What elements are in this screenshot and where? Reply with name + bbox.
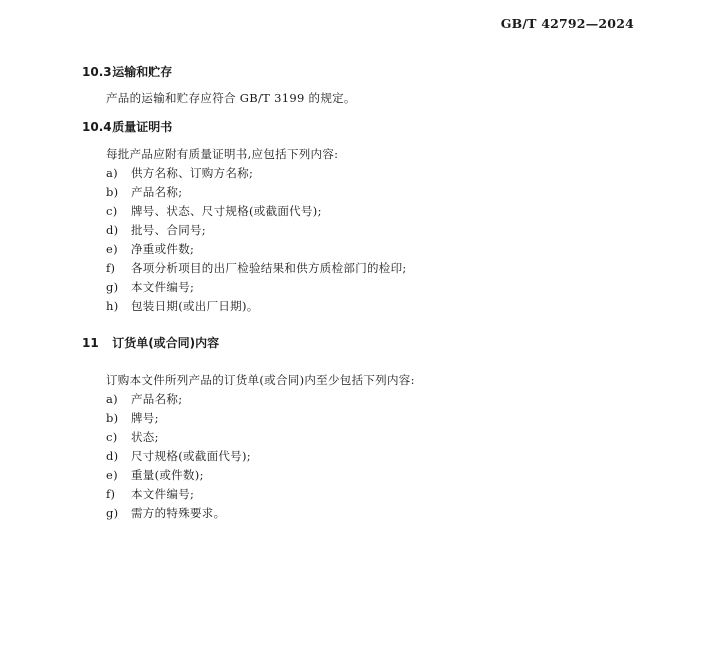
list-item-text: 本文件编号; [131,487,195,501]
list-item [106,410,159,426]
list-item [106,486,194,502]
list-item-label: f) [106,487,116,501]
list-item [106,467,204,483]
list-item-label: b) [106,411,119,425]
list-item-text: 状态; [131,430,159,444]
list-item [106,241,194,257]
list-item-text: 重量(或件数); [131,468,204,482]
list-item-label: f) [106,261,116,275]
list-item-text: 需方的特殊要求。 [131,506,226,520]
list-item-label: h) [106,299,119,313]
list-item-label: d) [106,449,119,463]
section-number: 11 [82,336,99,350]
list-item [106,505,225,521]
list-item [106,279,194,295]
list-item-text: 净重或件数; [131,242,195,256]
standard-code: GB/T 42792—2024 [500,16,634,31]
list-item-label: e) [106,242,118,256]
list-item-text: 牌号、状态、尺寸规格(或截面代号); [131,204,322,218]
section-title: 订货单(或合同)内容 [112,336,220,350]
list-item-text: 供方名称、订购方名称; [131,166,254,180]
section-10-3-text: 产品的运输和贮存应符合 GB/T 3199 的规定。 [106,91,356,105]
section-11-intro: 订购本文件所列产品的订货单(或合同)内至少包括下列内容: [106,373,415,387]
list-item [106,203,322,219]
list-item-text: 产品名称; [131,185,183,199]
list-item [106,222,206,238]
list-item-label: a) [106,392,118,406]
list-item-label: c) [106,204,118,218]
list-item [106,448,251,464]
list-item-text: 批号、合同号; [131,223,206,237]
section-heading-11 [82,334,219,351]
list-item-label: g) [106,506,119,520]
list-item [106,391,182,407]
list-item-label: g) [106,280,119,294]
list-item-label: c) [106,430,118,444]
list-item-text: 尺寸规格(或截面代号); [131,449,251,463]
list-item [106,184,182,200]
list-item-label: d) [106,223,119,237]
list-item-text: 包装日期(或出厂日期)。 [131,299,259,313]
list-item-label: e) [106,468,118,482]
section-10-4-intro: 每批产品应附有质量证明书,应包括下列内容: [106,147,339,161]
section-heading-10-4 [82,118,172,135]
list-item [106,298,259,314]
section-heading-10-3 [82,63,172,80]
section-number: 10.3 [82,65,112,79]
list-item-text: 本文件编号; [131,280,195,294]
list-item [106,260,407,276]
section-title: 运输和贮存 [112,65,173,79]
list-item-label: a) [106,166,118,180]
list-item-text: 各项分析项目的出厂检验结果和供方质检部门的检印; [131,261,407,275]
list-item-text: 牌号; [131,411,159,425]
list-item [106,165,253,181]
list-item [106,429,159,445]
list-item-text: 产品名称; [131,392,183,406]
section-title: 质量证明书 [112,120,173,134]
list-item-label: b) [106,185,119,199]
section-number: 10.4 [82,120,112,134]
